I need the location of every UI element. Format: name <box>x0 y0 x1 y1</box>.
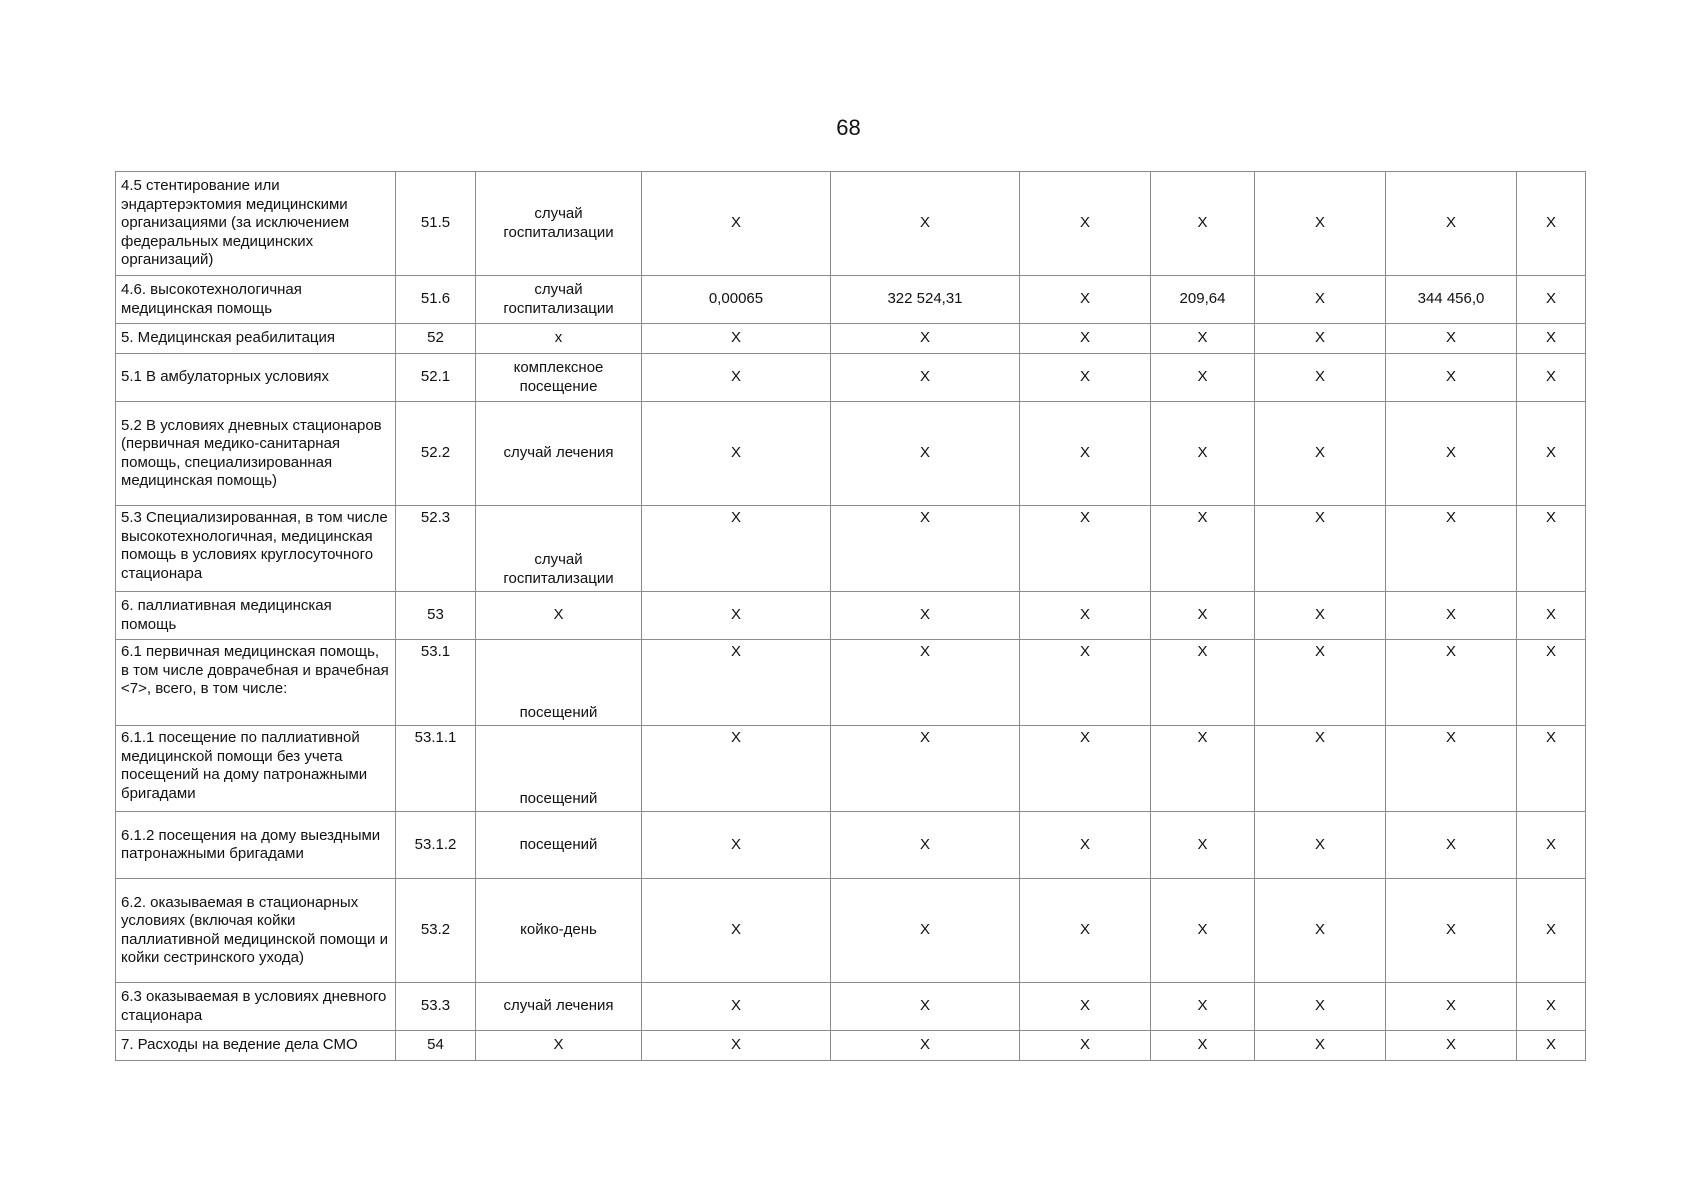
table-row <box>116 324 1586 354</box>
row-value-cell: X <box>1517 172 1586 276</box>
row-value-cell: X <box>831 172 1020 276</box>
row-value-cell: X <box>1020 1031 1151 1061</box>
row-code-cell: 52.2 <box>396 402 476 506</box>
row-value-cell: 209,64 <box>1151 276 1255 324</box>
row-value-cell: X <box>1255 402 1386 506</box>
row-value-cell: X <box>1151 506 1255 592</box>
row-name-cell: 7. Расходы на ведение дела СМО <box>116 1031 396 1061</box>
row-name-cell: 5.3 Специализированная, в том числе высокотехнологичная, медицинская помощь в условиях круглосуточного стационара <box>116 506 396 592</box>
row-unit-cell: x <box>476 324 642 354</box>
data-table <box>115 171 1586 1061</box>
row-value-cell: X <box>1386 1031 1517 1061</box>
table-row <box>116 1031 1586 1061</box>
row-value-cell: X <box>642 354 831 402</box>
row-value-cell: X <box>1255 506 1386 592</box>
row-value-cell: X <box>1151 640 1255 726</box>
row-value-cell: X <box>1386 983 1517 1031</box>
row-code-cell: 53.2 <box>396 879 476 983</box>
row-value-cell: X <box>1517 324 1586 354</box>
row-value-cell: X <box>1151 324 1255 354</box>
row-value-cell: X <box>1151 812 1255 879</box>
row-value-cell: X <box>1151 726 1255 812</box>
row-name-cell: 6.3 оказываемая в условиях дневного стационара <box>116 983 396 1031</box>
row-value-cell: X <box>831 983 1020 1031</box>
row-value-cell: X <box>1151 879 1255 983</box>
row-value-cell: X <box>1255 324 1386 354</box>
row-value-cell: X <box>831 879 1020 983</box>
row-code-cell: 53 <box>396 592 476 640</box>
row-value-cell: X <box>831 592 1020 640</box>
row-value-cell: X <box>1020 592 1151 640</box>
row-value-cell: 322 524,31 <box>831 276 1020 324</box>
row-unit-cell: X <box>476 592 642 640</box>
row-value-cell: X <box>1386 812 1517 879</box>
row-value-cell: X <box>1517 402 1586 506</box>
row-name-cell: 5. Медицинская реабилитация <box>116 324 396 354</box>
row-value-cell: X <box>1517 983 1586 1031</box>
row-code-cell: 51.5 <box>396 172 476 276</box>
table-row <box>116 812 1586 879</box>
row-value-cell: X <box>1255 640 1386 726</box>
row-value-cell: X <box>642 506 831 592</box>
row-value-cell: X <box>642 812 831 879</box>
row-value-cell: X <box>1386 402 1517 506</box>
row-value-cell: X <box>1517 1031 1586 1061</box>
row-code-cell: 52 <box>396 324 476 354</box>
row-value-cell: X <box>1255 812 1386 879</box>
page-number: 68 <box>836 115 861 140</box>
row-value-cell: X <box>642 172 831 276</box>
table-row <box>116 506 1586 592</box>
row-code-cell: 53.1.1 <box>396 726 476 812</box>
row-value-cell: X <box>642 324 831 354</box>
row-value-cell: X <box>1020 276 1151 324</box>
row-code-cell: 52.3 <box>396 506 476 592</box>
row-value-cell: X <box>1151 172 1255 276</box>
row-code-cell: 54 <box>396 1031 476 1061</box>
row-value-cell: X <box>831 506 1020 592</box>
row-unit-cell: случай госпитализации <box>476 172 642 276</box>
row-name-cell: 6.1.2 посещения на дому выездными патронажными бригадами <box>116 812 396 879</box>
row-value-cell: X <box>1517 726 1586 812</box>
row-unit-cell: X <box>476 1031 642 1061</box>
table-row <box>116 726 1586 812</box>
row-value-cell: X <box>1517 354 1586 402</box>
row-code-cell: 52.1 <box>396 354 476 402</box>
row-value-cell: X <box>1255 726 1386 812</box>
row-value-cell: X <box>642 726 831 812</box>
row-value-cell: X <box>1020 879 1151 983</box>
row-value-cell: X <box>1255 172 1386 276</box>
row-value-cell: X <box>1020 172 1151 276</box>
table-row <box>116 592 1586 640</box>
row-value-cell: 344 456,0 <box>1386 276 1517 324</box>
row-value-cell: X <box>1386 354 1517 402</box>
row-value-cell: X <box>831 402 1020 506</box>
row-name-cell: 5.1 В амбулаторных условиях <box>116 354 396 402</box>
row-unit-cell: комплексное посещение <box>476 354 642 402</box>
table-row <box>116 983 1586 1031</box>
row-value-cell: X <box>1255 354 1386 402</box>
row-unit-cell: случай лечения <box>476 983 642 1031</box>
row-value-cell: X <box>642 879 831 983</box>
row-value-cell: X <box>1020 812 1151 879</box>
row-value-cell: X <box>642 983 831 1031</box>
row-value-cell: X <box>642 402 831 506</box>
row-value-cell: X <box>1151 354 1255 402</box>
row-value-cell: X <box>1151 402 1255 506</box>
row-value-cell: 0,00065 <box>642 276 831 324</box>
table-row <box>116 276 1586 324</box>
row-value-cell: X <box>1386 726 1517 812</box>
row-value-cell: X <box>1255 1031 1386 1061</box>
row-code-cell: 53.1 <box>396 640 476 726</box>
table-row <box>116 172 1586 276</box>
row-unit-cell: посещений <box>476 640 642 726</box>
row-value-cell: X <box>831 1031 1020 1061</box>
row-value-cell: X <box>1517 812 1586 879</box>
row-unit-cell: койко-день <box>476 879 642 983</box>
row-value-cell: X <box>831 726 1020 812</box>
row-value-cell: X <box>1020 354 1151 402</box>
row-value-cell: X <box>831 324 1020 354</box>
row-value-cell: X <box>1255 879 1386 983</box>
row-unit-cell: посещений <box>476 812 642 879</box>
table-row <box>116 354 1586 402</box>
row-value-cell: X <box>1386 879 1517 983</box>
row-value-cell: X <box>1020 983 1151 1031</box>
row-value-cell: X <box>1386 172 1517 276</box>
row-value-cell: X <box>1386 592 1517 640</box>
row-value-cell: X <box>1517 879 1586 983</box>
row-name-cell: 4.6. высокотехнологичная медицинская помощь <box>116 276 396 324</box>
row-value-cell: X <box>1020 640 1151 726</box>
row-value-cell: X <box>1020 726 1151 812</box>
row-code-cell: 53.1.2 <box>396 812 476 879</box>
row-unit-cell: случай лечения <box>476 402 642 506</box>
row-value-cell: X <box>1020 402 1151 506</box>
row-value-cell: X <box>1386 506 1517 592</box>
table-row <box>116 640 1586 726</box>
row-value-cell: X <box>1386 324 1517 354</box>
row-value-cell: X <box>1151 592 1255 640</box>
row-value-cell: X <box>1255 592 1386 640</box>
row-value-cell: X <box>642 1031 831 1061</box>
row-value-cell: X <box>1386 640 1517 726</box>
row-value-cell: X <box>1020 324 1151 354</box>
row-value-cell: X <box>1517 592 1586 640</box>
row-value-cell: X <box>1255 276 1386 324</box>
row-name-cell: 6.1 первичная медицинская помощь, в том числе доврачебная и врачебная <7>, всего, в том числе: <box>116 640 396 726</box>
row-name-cell: 4.5 стентирование или эндартерэктомия медицинскими организациями (за исключением федеральных медицинских организаций) <box>116 172 396 276</box>
row-value-cell: X <box>831 812 1020 879</box>
row-unit-cell: случай госпитализации <box>476 276 642 324</box>
row-value-cell: X <box>1517 276 1586 324</box>
row-unit-cell: случай госпитализации <box>476 506 642 592</box>
row-code-cell: 51.6 <box>396 276 476 324</box>
row-value-cell: X <box>831 354 1020 402</box>
row-value-cell: X <box>1151 1031 1255 1061</box>
row-name-cell: 6. паллиативная медицинская помощь <box>116 592 396 640</box>
row-value-cell: X <box>642 640 831 726</box>
table-row <box>116 879 1586 983</box>
row-value-cell: X <box>831 640 1020 726</box>
row-unit-cell: посещений <box>476 726 642 812</box>
row-code-cell: 53.3 <box>396 983 476 1031</box>
row-value-cell: X <box>1517 640 1586 726</box>
row-name-cell: 5.2 В условиях дневных стационаров (первичная медико-санитарная помощь, специализированная медицинская помощь) <box>116 402 396 506</box>
row-name-cell: 6.2. оказываемая в стационарных условиях (включая койки паллиативной медицинской помощи и койки сестринского ухода) <box>116 879 396 983</box>
row-value-cell: X <box>642 592 831 640</box>
row-value-cell: X <box>1151 983 1255 1031</box>
row-value-cell: X <box>1020 506 1151 592</box>
row-value-cell: X <box>1255 983 1386 1031</box>
row-name-cell: 6.1.1 посещение по паллиативной медицинской помощи без учета посещений на дому патронажными бригадами <box>116 726 396 812</box>
row-value-cell: X <box>1517 506 1586 592</box>
table-row <box>116 402 1586 506</box>
